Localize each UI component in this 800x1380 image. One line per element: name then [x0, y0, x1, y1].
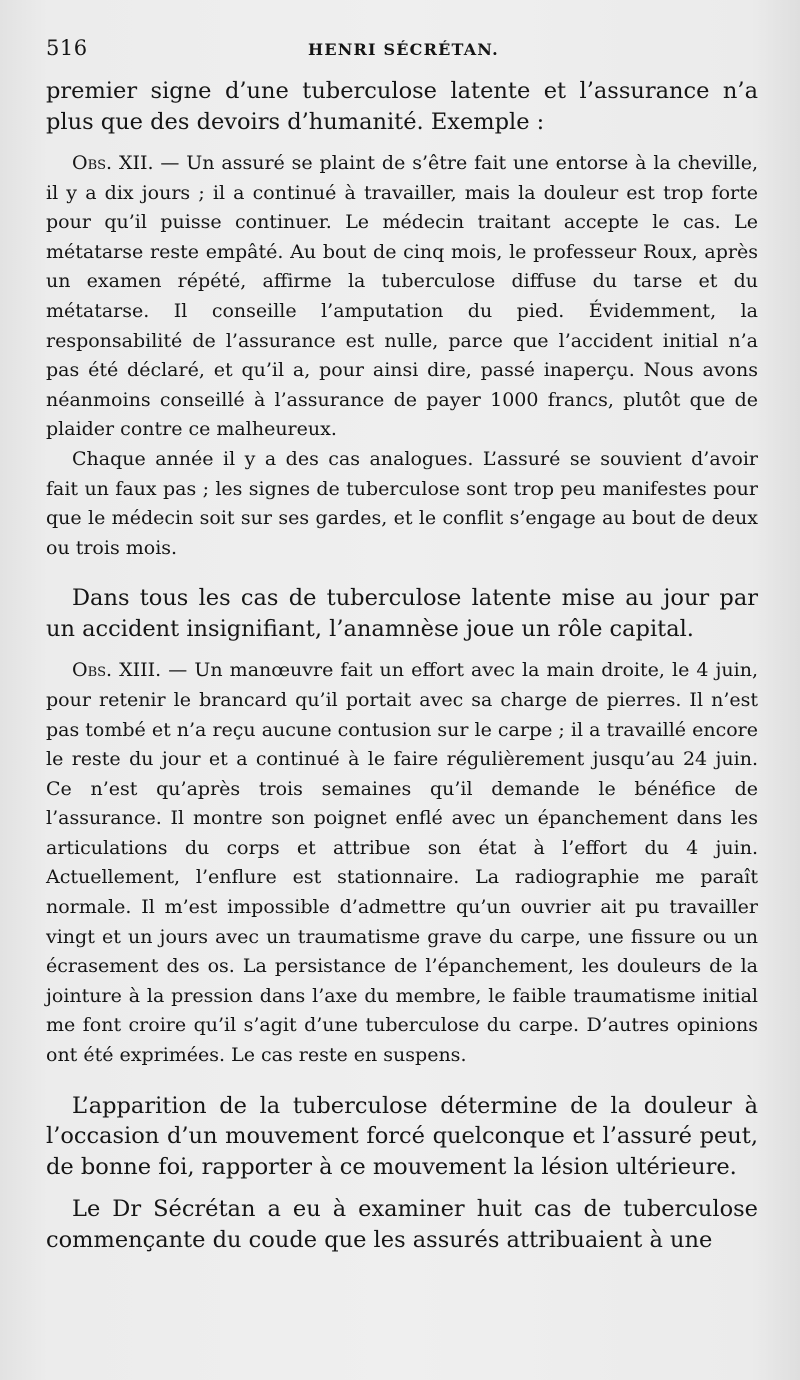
paragraph-apparition: L’apparition de la tuberculose détermine de la douleur à l’occasion d’un mouvement forcé quelconque et l’assuré peut, de bonne foi, rapporter à ce mouvement la lésion ultérieure.: [46, 1092, 758, 1180]
page-header: [46, 36, 758, 72]
observation-label: Obs. XII.: [72, 152, 154, 174]
observation-text: — Un manœuvre fait un effort avec la main droite, le 4 juin, pour retenir le brancard qu’il portait avec sa charge de pierres. Il n’est pas tombé et n’a reçu aucune contusion sur le carpe ; il a travaillé encore le reste du jour et a continué à le faire régulièrement jusqu’au 24 juin. Ce n’est qu’après trois semaines qu’il demande le bénéfice de l’assurance. Il montre son poignet enflé avec un épanchement dans les articulations du corps et attribue son état à l’effort du 4 juin. Actuellement, l’enflure est stationnaire. La radiographie me paraît normale. Il m’est impossible d’admettre qu’un ouvrier ait pu travailler vingt et un jours avec un traumatisme grave du carpe, une fissure ou un écrasement des os. La persistance de l’épanchement, les douleurs de la jointure à la pression dans l’axe du membre, le faible traumatisme initial me font croire qu’il s’agit d’une tuberculose du carpe. D’autres opinions ont été exprimées. Le cas reste en suspens.: [46, 659, 759, 1067]
paragraph-analogues: Chaque année il y a des cas analogues. L’assuré se souvient d’avoir fait un faux pas ; les signes de tuberculose sont trop peu manifestes pour que le médecin soit sur ses gardes, et le conflit s’engage au bout de deux ou trois mois.: [46, 447, 758, 559]
paragraph-intro: premier signe d’une tuberculose latente et l’assurance n’a plus que des devoirs d’humanité. Exemple :: [46, 78, 758, 135]
paragraph-anamnese: Dans tous les cas de tuberculose latente mise au jour par un accident insignifiant, l’anamnèse joue un rôle capital.: [46, 585, 758, 642]
observation-label: Obs. XIII.: [72, 659, 162, 682]
observation-xii: [46, 149, 758, 445]
page-number: 516: [46, 36, 88, 60]
paragraph-secretan: Le Dr Sécrétan a eu à examiner huit cas de tuberculose commençante du coude que les assurés attribuaient à une: [46, 1196, 758, 1253]
observation-text: — Un assuré se plaint de s’être fait une entorse à la cheville, il y a dix jours ; il a continué à travailler, mais la douleur est trop forte pour qu’il puisse continuer. Le médecin traitant accepte le cas. Le métatarse reste empâté. Au bout de cinq mois, le professeur Roux, après un examen répété, affirme la tuberculose diffuse du tarse et du métatarse. Il conseille l’amputation du pied. Évidemment, la responsabilité de l’assurance est nulle, parce que l’accident initial n’a pas été déclaré, et qu’il a, pour ainsi dire, passé inaperçu. Nous avons néanmoins conseillé à l’assurance de payer 1000 francs, plutôt que de plaider contre ce malheureux.: [46, 152, 758, 441]
running-title: HENRI SÉCRÉTAN.: [308, 40, 499, 59]
observation-xiii: [46, 656, 758, 1070]
